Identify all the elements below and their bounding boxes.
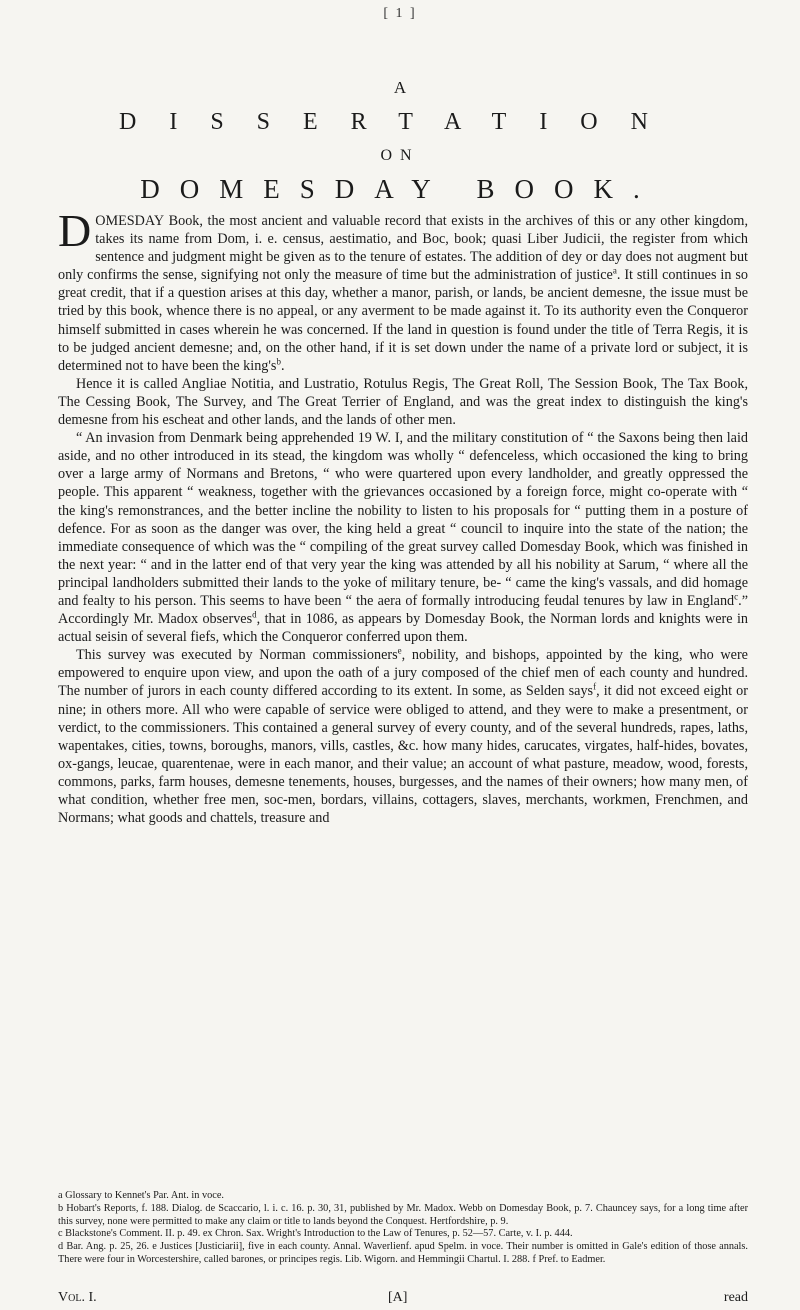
signature-mark: [A] (388, 1290, 408, 1305)
main-text (58, 205, 748, 827)
footnotes (58, 1190, 748, 1267)
paragraph-3-text-c: , that in 1086, as appears by Domesday Book, the Norman lords and knights were in actual seisin of several fiefs, which the Conqueror conferred upon them. (58, 611, 748, 646)
drop-cap: D (58, 205, 92, 256)
paragraph-4-text-b: , nobility, and bishops, appointed by the king, who were empowered to enquire upon view, and upon the oath of a jury composed of the chief men of each county and hundred. The number of jurors in each county differed according to its extent. In some, as Selden says (58, 647, 748, 700)
paragraph-3-text: “ An invasion from Denmark being apprehended 19 W. I, and the military constitution of “ the Saxons being then laid aside, and no other introduced in its stead, the kingdom was wholly “ defenceless, which occasioned the king to bring over a large army of Normans and Bretons, “ who were quartered upon every landholder, and greatly oppressed the people. This apparent “ weakness, together with the grievances occasioned by a foreign force, might co-operate with “ the king's remonstrances, and the better incline the nobility to listen to his proposals for “ putting them in a posture of defence. For as soon as the danger was over, the king held a great “ council to inquire into the state of the nation; the immediate consequence of which was the “ compiling of the great survey called Domesday Book, which was finished in the next year: “ and in the latter end of that very year the king was attended by all his nobility at Sarum, “ where all the principal landholders submitted their lands to the yoke of military tenure, be- “ came the king's vassals, and did homage and fealty to his person. This seems to have been “ the aera of formally introducing feudal tenures by law in England (58, 430, 748, 609)
footnote-ref-b[interactable]: b (276, 356, 281, 367)
paragraph-4-text-c: , it did not exceed eight or nine; in others more. All who were capable of service were obliged to attend, and they were to make a presentment, or verdict, to the commissioners. This contained a general survey of every county, and of the several hundreds, rapes, laths, wapentakes, cities, towns, boroughs, manors, vills, castles, &c. how many hides, carucates, virgates, half-hides, bovates, ox-gangs, leucae, quarentenae, were in each manor, and their value; an account of what pasture, meadow, wood, forests, commons, parks, farm houses, demesne tenements, houses, burgesses, and the names of their owners; how many men, of what condition, whether free men, soc-men, bordars, villains, cottagers, slaves, merchants, workmen, Frenchmen, and Normans; what goods and chattels, treasure and (58, 683, 748, 827)
paragraph-1-text: Book, the most ancient and valuable record that exists in the archives of this or any other kingdom, takes its name from Dom, i. e. census, aestimatio, and Boc, book; quasi Liber Judicii, the register from which sentence and judgment might be given as to the tenure of estates. The addition of dey or day does not augment but only confirms the sense, signifying not only the measure of time but the administration of justice (58, 213, 748, 284)
title-on: ON (380, 147, 420, 164)
footnote-c: c Blackstone's Comment. II. p. 49. ex Chron. Sax. Wright's Introduction to the Law of Tenures, p. 52—57. Carte, v. I. p. 444. (58, 1228, 573, 1240)
paragraph-1 (58, 205, 748, 375)
paragraph-1-end: . (280, 357, 285, 374)
paragraph-4 (58, 646, 748, 827)
volume-label: Vol. I. (58, 1290, 97, 1305)
footnote-ref-a[interactable]: a (612, 265, 617, 276)
paragraph-1-text-b: . It still continues in so great credit, that if a question arises at this day, whether a manor, parish, or lands, be ancient demesne, the issue must be tried by this book, whence there is no appeal, or any averment to be made against it. To its authority even the Conqueror himself submitted in cases wherein he was concerned. If the land in question is found under the title of Terra Regis, it is to be judged ancient demesne; and, on the other hand, if it is set down under the name of a private lord or subject, it is determined not to have been the king's (58, 267, 748, 374)
paragraph-2: Hence it is called Angliae Notitia, and Lustratio, Rotulus Regis, The Great Roll, The Session Book, The Tax Book, The Cessing Book, The Survey, and The Great Terrier of England, and was the great index to distinguish the king's demesne from his escheat and other lands, and the lands of other men. (58, 375, 748, 429)
footnote-ref-f[interactable]: f (593, 681, 597, 692)
footnote-ref-e[interactable]: e (397, 645, 402, 656)
footnote-b: b Hobart's Reports, f. 188. Dialog. de Scaccario, l. i. c. 16. p. 30, 31, published by Mr. Madox. Webb on Domesday Book, p. 7. Chauncey says, for a long time after this survey, none were permitted to make any claim or title to lands beyond the Conquest. Hertfordshire, p. 9. (58, 1202, 748, 1227)
paragraph-3 (58, 429, 748, 646)
title-main: DISSERTATION (119, 109, 681, 135)
title-subject: DOMESDAY BOOK. (140, 174, 660, 204)
paragraph-4-text: This survey was executed by Norman commissioners (76, 647, 398, 664)
page-number: [ 1 ] (383, 6, 417, 21)
title-article: A (393, 78, 407, 97)
footnote-ref-d[interactable]: d (252, 609, 257, 620)
catchword: read (723, 1290, 748, 1305)
footnote-ref-c[interactable]: c (734, 591, 739, 602)
footnote-a: a Glossary to Kennet's Par. Ant. in voce. (58, 1190, 225, 1201)
lead-word: OMESDAY (95, 213, 165, 229)
paragraph-3-text-b: .” Accordingly Mr. Madox observes (58, 592, 748, 628)
footnote-d-e-f: d Bar. Ang. p. 25, 26. e Justices [Justiciarii], five in each county. Annal. Waverlienf. apud Spelm. in voce. Their number is omitted in Gale's edition of those annals. There were four in Worcestershire, called barones, or principes regis. Lib. Wigorn. and Hemmingii Chartul. I. 288. f Pref. to Eadmer. (58, 1241, 748, 1265)
